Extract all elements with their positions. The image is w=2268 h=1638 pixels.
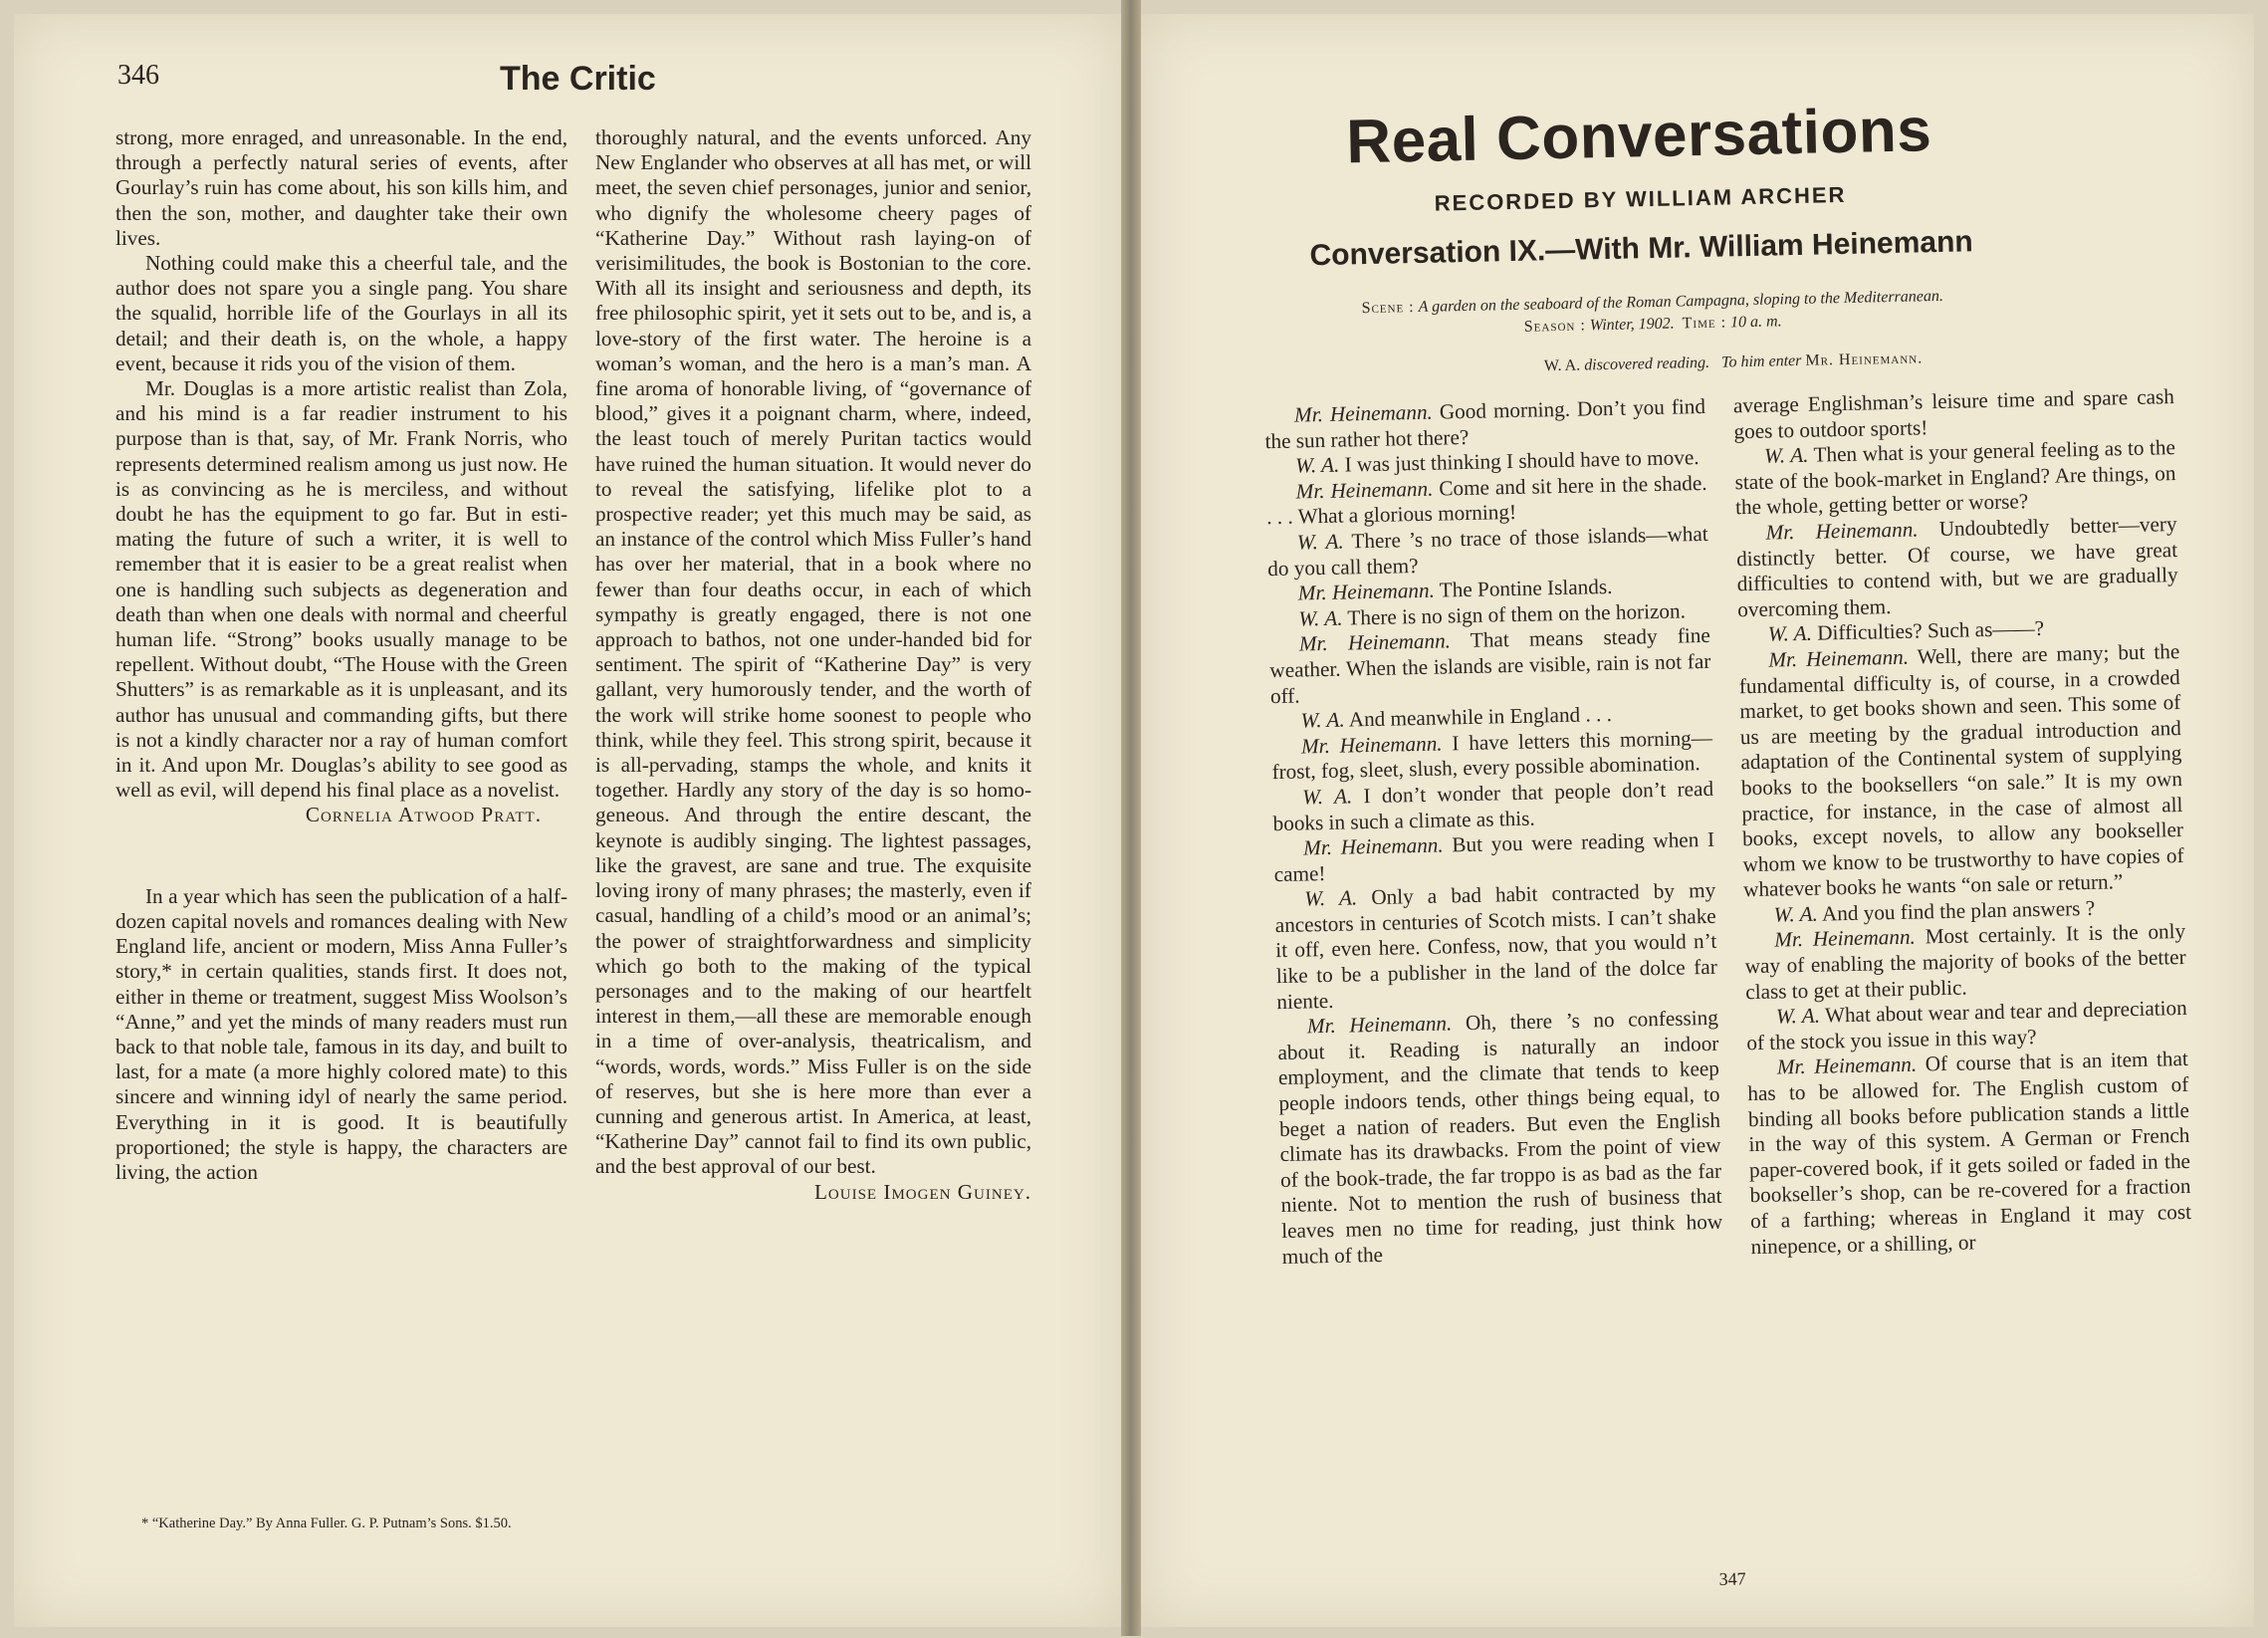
dialogue-text: Then what is your general feeling as to the state of the book-market in England? Are things, on the whole, getting better or worse?: [1734, 435, 2176, 520]
speaker-name: Mr. Heinemann.: [1295, 476, 1434, 504]
season-text: Winter, 1902.: [1589, 315, 1675, 335]
dialogue-paragraph: [1271, 726, 1713, 786]
dialogue-text: Good morning. Don’t you find the sun rather hot there?: [1264, 393, 1706, 453]
dialogue-text: Only a bad habit contracted by my ancestors in centuries of Scotch mists. I can’t shake it off, even here. Confess, now, that you would n’t like to be a publisher in the land of the dolce far niente.: [1274, 878, 1717, 1014]
speaker-name: Mr. Heinemann.: [1298, 628, 1452, 656]
dialogue-paragraph: [1269, 623, 1712, 709]
dialogue-paragraph: [1738, 639, 2184, 903]
dialogue-text: There is no sign of them on the horizon.: [1347, 598, 1687, 630]
dialogue-paragraph: [1265, 471, 1707, 531]
footnote: * “Katherine Day.” By Anna Fuller. G. P. Putnam’s Sons. $1.50.: [141, 1516, 512, 1531]
speaker-name: Mr. Heinemann.: [1293, 399, 1434, 427]
speaker-name: W. A.: [1773, 901, 1819, 927]
dialogue-paragraph: [1277, 1006, 1723, 1270]
time-text: 10 a. m.: [1729, 313, 1782, 332]
dialogue-text: Of course that is an item that has to be allowed for. The English custom of binding all books before publication stands a little in the way of this system. A German or French paper-covered book, if it gets soiled or faded in the bookseller’s shop, can be re-covered for a fraction of a farthing; whereas in England it may cost ninepence, or a shilling, or: [1747, 1047, 2192, 1259]
dialogue-paragraph: [1735, 512, 2178, 623]
stage-enter: To him enter: [1720, 351, 1802, 371]
time-label: Time :: [1682, 314, 1727, 333]
speaker-name: W. A.: [1300, 707, 1345, 733]
left-column-2: [595, 125, 1031, 1205]
left-column-1: [115, 125, 567, 1185]
dialogue-text: Come and sit here in the shade. . . . What a glorious morning!: [1265, 470, 1707, 530]
stage-entrant: Mr. Heinemann.: [1805, 350, 1924, 369]
paragraph: In a year which has seen the publication of a half-dozen capital novels and romances dealing with New England life, ancient or modern, Miss Anna Fuller’s story,* in certain qualities, stands first. It does not, either in theme or treatment, suggest Miss Woolson’s “Anne,” and yet the minds of many readers must run back to that noble tale, famous in its day, and built to last, for a mate (a more highly colored mate) to this sincere and winning idyl of nearly the same period. Everything in it is good. It is beautifully proportioned; the style is happy, the characters are living, the action: [115, 883, 567, 1184]
right-column-2: [1733, 384, 2192, 1260]
byline: RECORDED BY WILLIAM ARCHER: [1434, 181, 1847, 216]
paragraph: Nothing could make this a cheerful tale, and the author does not spare you a single pang. You share the squalid, horrible life of the Gourlays in all its detail; and their death is, on the whole, a happy event, because it rids you of the vision of them.: [115, 251, 567, 375]
speaker-name: W. A.: [1767, 621, 1813, 646]
dialogue-text: I don’t wonder that people don’t read books in such a climate as this.: [1272, 776, 1714, 835]
scene-label: Scene :: [1361, 299, 1415, 318]
stage-speaker: W. A.: [1543, 356, 1581, 375]
dialogue-paragraph: [1274, 878, 1718, 1015]
dialogue-paragraph: [1264, 394, 1706, 454]
dialogue-text: Most certainly. It is the only way of enabling the majority of books of the better class to get at their public.: [1744, 919, 2186, 1004]
review-signature: Cornelia Atwood Pratt.: [305, 803, 542, 827]
dialogue-paragraph: [1272, 777, 1714, 836]
dialogue-text: Difficulties? Such as——?: [1816, 616, 2045, 645]
dialogue-paragraph: [1747, 1047, 2192, 1260]
speaker-name: Mr. Heinemann.: [1302, 832, 1444, 860]
book-gutter: [1121, 0, 1141, 1636]
stage-direction: [1455, 346, 2012, 379]
dialogue-text: Undoubtedly better—very distinctly better. Of course, we have great difficulties to contend with, but we are gradually overcoming them.: [1735, 511, 2178, 622]
speaker-name: W. A.: [1294, 452, 1340, 478]
dialogue-text: And you find the plan answers ?: [1821, 895, 2096, 926]
speaker-name: Mr. Heinemann.: [1776, 1053, 1918, 1079]
paragraph: Mr. Douglas is a more artistic realist than Zola, and his mind is a far readier instrument to his purpose than is that, say, of Mr. Frank Norris, who represents determined realism among us just now. He is as convincing as he is merciless, and without doubt he has the equipment to go far. But in estimating the future of such a writer, it is well to remember that it is easier to be a great realist when one is handling such subjects as degeneration and death than when one deals with normal and cheerful human life. “Strong” books usually manage to be repellent. Without doubt, “The House with the Green Shutters” is as remarkable as it is unpleasant, and its author has unusual and commanding gifts, but there is not a kindly character nor a ray of human comfort in it. And upon Mr. Douglas’s ability to see good as well as evil, will depend his final place as a novelist.: [115, 376, 567, 803]
dialogue-text: Oh, there ’s no confessing about it. Reading is naturally an indoor employment, and the climate that tends to keep people indoors tends, other things being equal, to beget a nation of readers. But even the English climate has its drawbacks. From the point of view of the book-trade, the far troppo is as bad as the far niente. Not to mention the rush of business that leaves men no time for reading, just think how much of the: [1277, 1006, 1723, 1269]
dialogue-text: average Englishman’s leisure time and spare cash goes to outdoor sports!: [1732, 384, 2175, 443]
speaker-name: W. A.: [1763, 442, 1809, 468]
dialogue-paragraph: [1733, 384, 2175, 444]
page-number-left: 346: [117, 60, 159, 91]
speaker-name: Mr. Heinemann.: [1297, 578, 1436, 605]
dialogue-text: And meanwhile in England . . .: [1348, 702, 1613, 732]
right-column-1: [1264, 394, 1723, 1270]
scene-direction: [1274, 284, 2032, 344]
dialogue-text: I was just thinking I should have to move.: [1344, 445, 1700, 477]
season-label: Season :: [1523, 317, 1586, 336]
speaker-name: Mr. Heinemann.: [1765, 517, 1919, 545]
speaker-name: Mr. Heinemann.: [1773, 925, 1917, 953]
conversation-title: Conversation IX.—With Mr. William Heinemann: [1309, 225, 1974, 273]
dialogue-paragraph: [1734, 435, 2177, 521]
speaker-name: W. A.: [1301, 784, 1353, 810]
dialogue-text: Well, there are many; but the fundamental difficulty is, of course, in a crowded market, to get books shown and seen. This some of us are meeting by the gradual introduction and adaptation of the Continental system of supplying books to the booksellers “on sale.” It is my own practice, for instance, in the case of almost all books, except novels, to allow any bookseller whom we know to be trustworthy to have copies of whatever books he wants “on sale or return.”: [1738, 638, 2184, 902]
dialogue-text: There ’s no trace of those islands—what do you call them?: [1267, 521, 1708, 581]
dialogue-text: The Pontine Islands.: [1439, 575, 1613, 602]
dialogue-paragraph: [1266, 522, 1708, 582]
paragraph: strong, more enraged, and unreasonable. In the end, through a perfectly natural series of events, after Gourlay’s ruin has come about, his son kills him, and then the son, mother, and daughter take their own lives.: [115, 125, 567, 250]
scene-text: A garden on the seaboard of the Roman Campagna, sloping to the Mediterranean.: [1418, 287, 1944, 316]
dialogue-text: I have letters this morning—frost, fog, sleet, slush, every possible abomination.: [1271, 725, 1713, 785]
speaker-name: Mr. Heinemann.: [1768, 644, 1910, 672]
dialogue-text: What about wear and tear and depreciation of the stock you issue in this way?: [1746, 996, 2187, 1055]
dialogue-paragraph: [1273, 827, 1715, 887]
dialogue-paragraph: [1746, 996, 2188, 1055]
dialogue-text: But you were reading when I came!: [1273, 826, 1715, 886]
running-head: [117, 60, 715, 98]
right-page: [1141, 14, 2254, 1627]
speaker-name: Mr. Heinemann.: [1300, 731, 1443, 759]
article-title: Real Conversations: [1345, 96, 1932, 177]
speaker-name: Mr. Heinemann.: [1306, 1011, 1453, 1039]
review-signature: Louise Imogen Guiney.: [813, 1179, 1031, 1204]
dialogue-text: That means steady fine weather. When the islands are visible, rain is not far off.: [1269, 623, 1711, 708]
speaker-name: W. A.: [1298, 605, 1343, 631]
stage-discovered: discovered reading.: [1584, 353, 1710, 374]
speaker-name: W. A.: [1296, 529, 1344, 555]
running-title: The Critic: [500, 60, 656, 98]
speaker-name: W. A.: [1303, 885, 1358, 911]
left-page: [14, 14, 1121, 1627]
dialogue-paragraph: [1744, 919, 2187, 1005]
page-number-right: 347: [1718, 1568, 1746, 1589]
speaker-name: W. A.: [1775, 1003, 1821, 1029]
paragraph: thoroughly natural, and the events unforced. Any New Englander who observes at all has met, or will meet, the seven chief personages, junior and senior, who dignify the wholesome cheery pages of “Katherine Day.” Without rash laying-on of verisimilitudes, the book is Bostonian to the core. With all its insight and seriousness and depth, its free philosophic spirit, yet it sets out to be, and is, a love-story of the first water. The heroine is a woman’s woman, and the hero is a man’s man. A fine aroma of honorable living, of “governance of blood,” gives it a poignant charm, where, indeed, the least touch of merely Puritan tactics would have ruined the human situation. It would never do to reveal the satisfying, lifelike plot to a prospective reader; yet this much may be said, as an instance of the control which Miss Fuller’s hand has over her material, that in a book where no fewer than four deaths occur, in each of which sympathy is greatly engaged, there is not one approach to bathos, not one under-handed bid for sentiment. The spirit of “Katherine Day” is very gallant, very humorously tender, and the worth of the work will strike home soonest to people who think, while they feel. This strong spirit, because it is all-pervading, stamps the whole, and knits it together. Hardly any story of the day is so homogeneous. And through the entire descant, the keynote is audibly singing. The lightest passages, like the gravest, are sane and true. The exquisite loving irony of many phrases; the masterly, even if casual, handling of a child’s mood or an animal’s; the power of straightforwardness and simplicity which go both to the making of the typical personages and to the making of our heartfelt interest in them,—all these are memorable enough in a time of over-analysis, theatricalism, and “words, words, words.” Miss Fuller is on the side of reserves, but she is here more than ever a cunning and generous artist. In America, at least, “Katherine Day” cannot fail to find its own public, and the best approval of our best.: [595, 125, 1031, 1179]
